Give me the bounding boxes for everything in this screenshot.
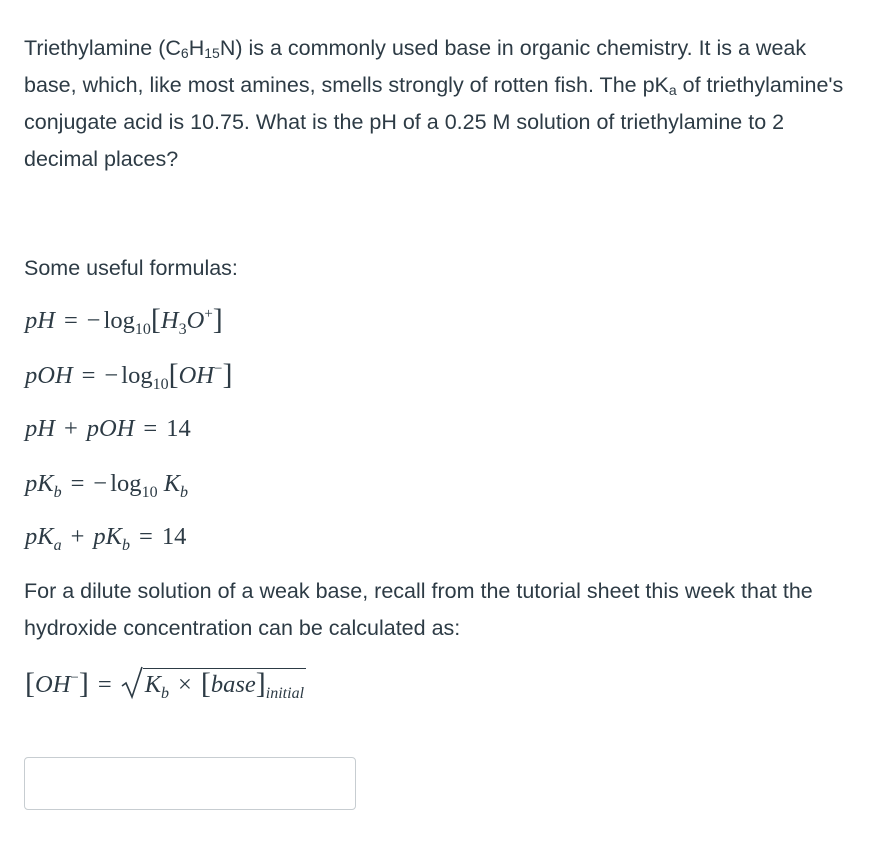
minus-sign: −	[93, 470, 108, 497]
close-bracket: ]	[255, 667, 266, 700]
superscript: −	[214, 361, 223, 377]
constant: K	[144, 671, 162, 698]
radical-icon	[121, 666, 143, 700]
formula-poh	[25, 358, 233, 393]
concentration-term: base	[210, 671, 256, 698]
log-base: 10	[134, 321, 151, 338]
species: H	[160, 307, 179, 334]
formula-lhs: pK	[25, 470, 54, 497]
question-text-part: Triethylamine (C	[24, 36, 181, 60]
radicand	[143, 668, 306, 700]
formula-lhs: pOH	[25, 362, 73, 389]
subscript: b	[53, 484, 62, 501]
subscript: 3	[178, 321, 187, 338]
open-bracket: [	[25, 667, 35, 700]
formula-rhs: 14	[161, 523, 187, 550]
formulas-heading: Some useful formulas:	[24, 256, 238, 280]
formula-term: pOH	[86, 415, 135, 442]
log-function: log	[121, 362, 153, 389]
formula-ph-poh-sum	[25, 414, 191, 444]
question-text	[24, 30, 864, 178]
equals-sign: =	[97, 671, 112, 698]
equals-sign: =	[70, 470, 85, 497]
species: OH	[178, 362, 214, 389]
formula-term: pK	[93, 523, 123, 550]
formula-term: pK	[25, 523, 54, 550]
minus-sign: −	[86, 307, 101, 334]
close-bracket: ]	[222, 358, 233, 391]
open-bracket: [	[150, 303, 161, 336]
formula-ph	[25, 303, 223, 338]
superscript: +	[204, 306, 213, 322]
log-base: 10	[141, 484, 158, 501]
subscript: 15	[204, 45, 220, 61]
subscript: initial	[265, 685, 305, 702]
square-root	[121, 668, 306, 700]
subscript: a	[53, 537, 62, 554]
plus-sign: +	[70, 523, 85, 550]
close-bracket: ]	[212, 303, 223, 336]
formula-rhs: K	[163, 470, 181, 497]
superscript: −	[70, 670, 79, 686]
equals-sign: =	[63, 307, 78, 334]
question-text-part: H	[188, 36, 205, 60]
open-bracket: [	[200, 667, 211, 700]
log-function: log	[103, 307, 135, 334]
equals-sign: =	[139, 523, 153, 550]
formula-rhs: 14	[166, 415, 191, 442]
subscript: b	[161, 685, 170, 702]
question-text-part: of triethylamine's conjugate acid is 10.75. What is the pH of a 0.25 M solution of triethylamine to 2 decimal places?	[24, 73, 844, 171]
log-function: log	[110, 470, 142, 497]
plus-sign: +	[63, 415, 78, 442]
formula-term: pH	[25, 415, 55, 442]
answer-input[interactable]	[24, 757, 356, 810]
formula-pka-pkb-sum	[25, 522, 186, 552]
formula-hydroxide-concentration	[25, 668, 306, 700]
dilute-solution-paragraph: For a dilute solution of a weak base, recall from the tutorial sheet this week that the hydroxide concentration can be calculated as:	[24, 579, 813, 640]
formula-lhs: pH	[25, 307, 55, 334]
formula-pkb	[25, 469, 188, 499]
question-text-part: N) is a commonly used base in organic chemistry. It is a weak base, which, like most amines, smells strongly of rotten fish. The pK	[24, 36, 807, 97]
subscript: b	[122, 537, 131, 554]
subscript: 6	[180, 45, 189, 61]
species: O	[186, 307, 205, 334]
species: OH	[35, 671, 71, 698]
minus-sign: −	[104, 362, 119, 389]
open-bracket: [	[168, 358, 179, 391]
log-base: 10	[152, 376, 169, 393]
close-bracket: ]	[78, 667, 89, 700]
subscript: a	[668, 82, 677, 98]
times-sign: ×	[178, 671, 192, 698]
equals-sign: =	[81, 362, 96, 389]
subscript: b	[180, 484, 189, 501]
equals-sign: =	[143, 415, 158, 442]
